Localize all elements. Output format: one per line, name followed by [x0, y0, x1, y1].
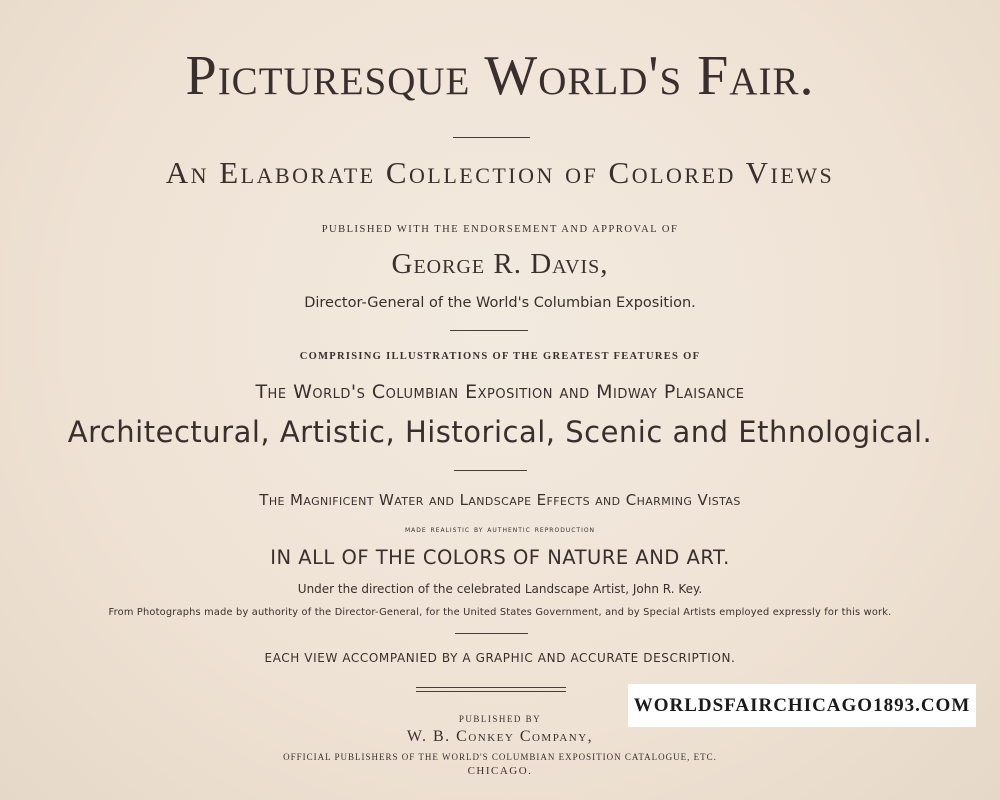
publisher-name: W. B. Conkey Company, [406, 728, 594, 745]
endorsement-line: PUBLISHED WITH THE ENDORSEMENT AND APPROVAL OF [321, 224, 679, 235]
direction-line: Under the direction of the celebrated Landscape Artist, John R. Key. [297, 582, 703, 596]
divider-rule [453, 137, 530, 138]
photographs-line: From Photographs made by authority of the Director-General, for the United States Government, and by Special Artists employed expressly for this work. [108, 607, 892, 618]
person-name: George R. Davis, [391, 248, 609, 280]
page-title: Picturesque World's Fair. [185, 45, 815, 107]
divider-rule [450, 330, 528, 331]
divider-rule [455, 633, 528, 634]
watermark-label: WORLDSFAIRCHICAGO1893.COM [628, 684, 976, 727]
subtitle: An Elaborate Collection of Colored Views [165, 155, 835, 190]
realistic-line: made realistic by authentic reproduction [404, 525, 596, 535]
colors-line: IN ALL OF THE COLORS OF NATURE AND ART. [270, 546, 730, 569]
categories-line: Architectural, Artistic, Historical, Scenic and Ethnological. [67, 415, 933, 449]
person-role: Director-General of the World's Columbian Exposition. [304, 295, 696, 311]
exposition-line: The World's Columbian Exposition and Midway Plaisance [255, 381, 745, 403]
description-line: EACH VIEW ACCOMPANIED BY A GRAPHIC AND ACCURATE DESCRIPTION. [264, 651, 736, 665]
double-rule-top [416, 687, 566, 688]
publisher-city: CHICAGO. [467, 765, 533, 777]
comprising-line: COMPRISING ILLUSTRATIONS OF THE GREATEST FEATURES OF [299, 351, 701, 362]
published-by-label: PUBLISHED BY [458, 714, 542, 724]
double-rule-bottom [416, 691, 566, 692]
divider-rule [454, 470, 527, 471]
publisher-note: OFFICIAL PUBLISHERS OF THE WORLD'S COLUMBIAN EXPOSITION CATALOGUE, ETC. [283, 752, 717, 762]
effects-line: The Magnificent Water and Landscape Effects and Charming Vistas [259, 491, 741, 509]
